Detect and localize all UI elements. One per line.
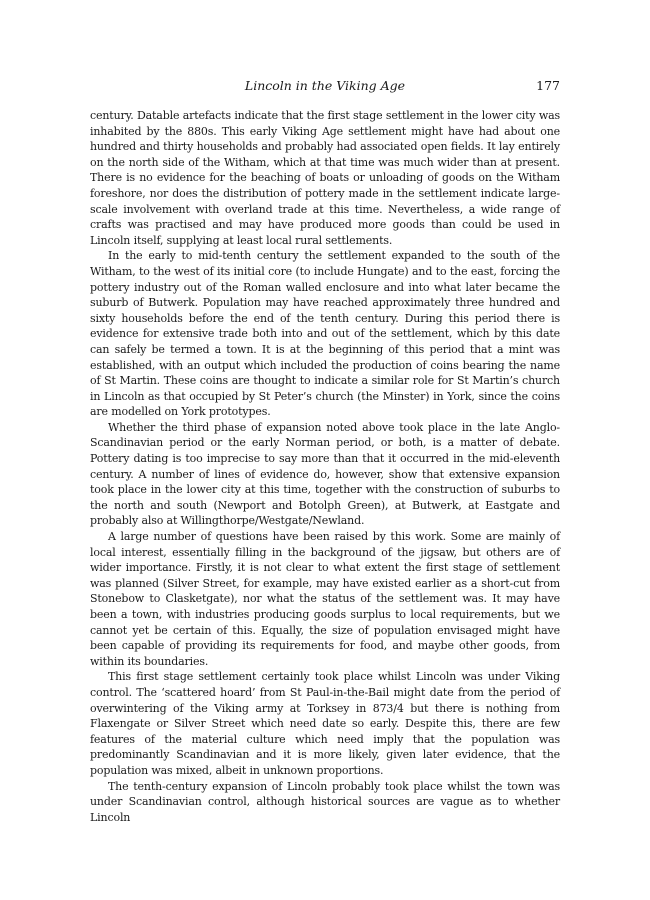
running-head (90, 78, 560, 98)
page-number: 177 (536, 78, 560, 93)
paragraph-4: A large number of questions have been raised by this work. Some are mainly of local interest, essentially filling in the background of the jigsaw, but others are of wider importance. Firstly, it is not clear to what extent the first stage of settlement was planned (Silver Street, for example, may have existed earlier as a short-cut from Stonebow to Clasketgate), nor what the status of the settlement was. It may have been a town, with industries producing goods surplus to local requirements, but we cannot yet be certain of this. Equally, the size of population envisaged might have been capable of providing its requirements for food, and maybe other goods, from within its boundaries. (90, 530, 560, 668)
paragraph-3: Whether the third phase of expansion noted above took place in the late Anglo-Scandinavian period or the early Norman period, or both, is a matter of debate. Pottery dating is too imprecise to say more than that it occurred in the mid-eleventh century. A number of lines of evidence do, however, show that extensive expansion took place in the lower city at this time, together with the construction of suburbs to the north and south (Newport and Botolph Green), at Butwerk, at Eastgate and probably also at Willingthorpe/Westgate/Newland. (90, 420, 560, 528)
body-text (90, 108, 560, 825)
paragraph-1: century. Datable artefacts indicate that the first stage settlement in the lower city was inhabited by the 880s. This early Viking Age settlement might have had about one hundred and thirty households and probably had associated open fields. It lay entirely on the north side of the Witham, which at that time was much wider than at present. There is no evidence for the beaching of boats or unloading of goods on the Witham foreshore, nor does the distribution of pottery made in the settlement indicate large-scale involvement with overland trade at this time. Nevertheless, a wide range of crafts was practised and may have produced more goods than could be used in Lincoln itself, supplying at least local rural settlements. (90, 109, 560, 247)
paragraph-2: In the early to mid-tenth century the settlement expanded to the south of the Witham, to the west of its initial core (to include Hungate) and to the east, forcing the pottery industry out of the Roman walled enclosure and into what later became the suburb of Butwerk. Population may have reached approximately three hundred and sixty households before the end of the tenth century. During this period there is evidence for extensive trade both into and out of the settlement, which by this date can safely be termed a town. It is at the beginning of this period that a mint was established, with an output which included the production of coins bearing the name of St Martin. These coins are thought to indicate a similar role for St Martin’s church in Lincoln as that occupied by St Peter’s church (the Minster) in York, since the coins are modelled on York prototypes. (90, 249, 560, 419)
paragraph-6: The tenth-century expansion of Lincoln probably took place whilst the town was under Scandinavian control, although historical sources are vague as to whether Lincoln (90, 779, 560, 824)
paragraph-5: This first stage settlement certainly took place whilst Lincoln was under Viking control. The ‘scattered hoard’ from St Paul-in-the-Bail might date from the period of overwintering of the Viking army at Torksey in 873/4 but there is nothing from Flaxengate or Silver Street which need date so early. Despite this, there are few features of the material culture which need imply that the population was predominantly Scandinavian and it is more likely, given later evidence, that the population was mixed, albeit in unknown proportions. (90, 670, 560, 777)
running-title: Lincoln in the Viking Age (244, 78, 406, 93)
